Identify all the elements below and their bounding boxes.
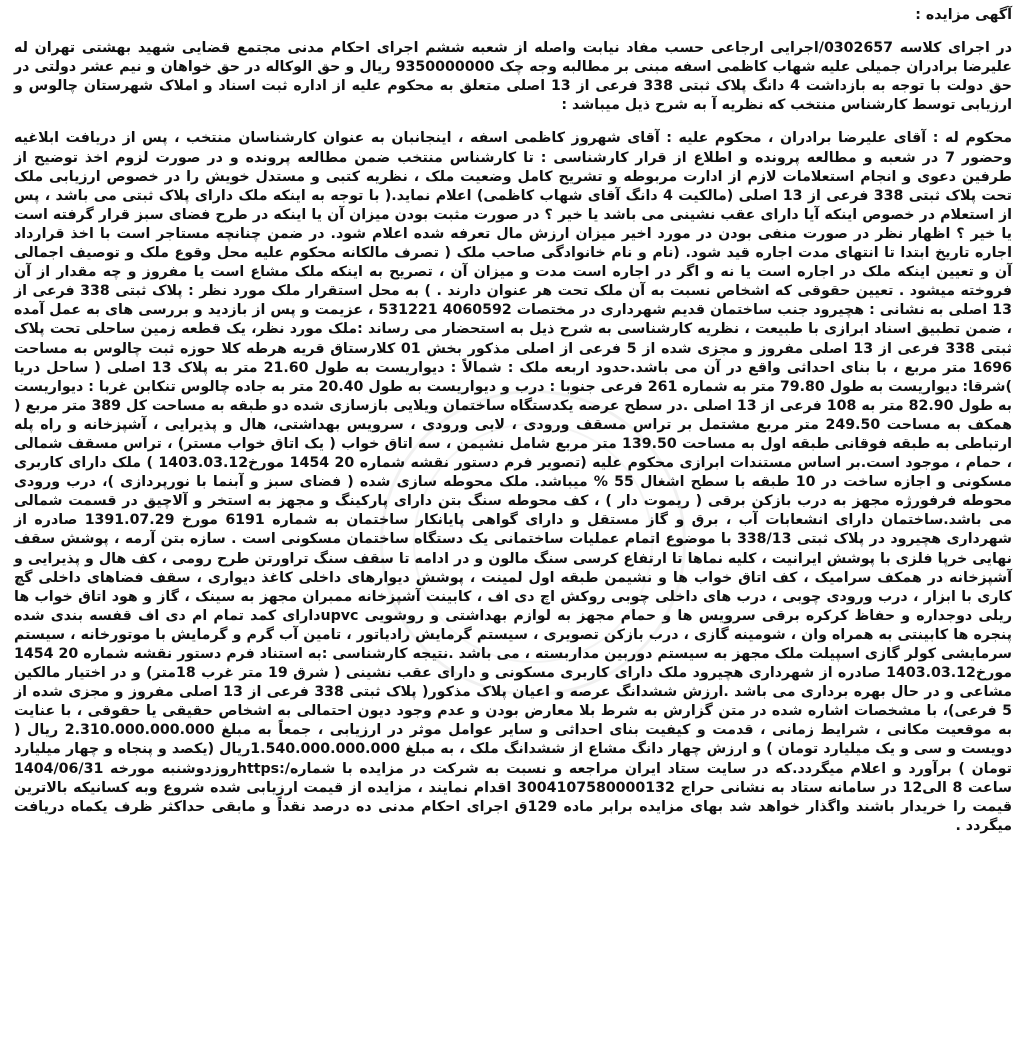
notice-intro-paragraph: در اجرای کلاسه 0302657/اجرایی ارجاعی حسب مفاد نیابت واصله از شعبه ششم اجرای احکام مدنی مجتمع قضایی شهید بهشتی تهران له علیرضا برادران جمیلی علیه شهاب کاظمی اسفه مبنی بر مطالبه وجه چک 9350000000 ریال و حق الوکاله در حق خواهان و نیم عشر دولتی در حق دولت با توجه به بازداشت 4 دانگ پلاک ثبتی 338 فرعی از 13 اصلی متعلق به محکوم علیه از اداره ثبت اسناد و املاک شهرستان چالوس و ارزیابی توسط کارشناس منتخب که نظریه آ به شرح ذیل میباشد : [14,40,1012,114]
notice-title: آگهی مزایده : [915,7,1012,23]
expert-report-paragraph: محکوم له : آقای علیرضا برادران ، محکوم علیه : آقای شهروز کاظمی اسفه ، اینجانبان به عنوان کارشناسان منتخب ، پس از دریافت ابلاغیه وحضور 7 در شعبه و مطالعه پرونده و اطلاع از قرار کارشناسی : تا کارشناس منتخب ضمن مطالعه پرونده و در صورت لزوم اخذ توضیح از طرفین دعوی و انجام استعلامات لازم از ادارت مربوطه و تشریح کامل وضعیت ملک ، نظریه کتبی و مستدل خویش را در خصوص ارزیابی ملک تحت پلاک ثبتی 338 فرعی از 13 اصلی (مالکیت 4 دانگ آقای شهاب کاظمی) اعلام نماید.( با توجه به اینکه ملک دارای پلاک ثبتی می باشد ، پس از استعلام در خصوص اینکه آیا دارای عقب نشینی می باشد یا خیر ؟ در صورت مثبت بودن میزان آن یا اینکه در طرح فضای سبز قرار گرفته است یا خیر ؟ اظهار نظر در صورت منفی بودن در مورد اخیر میزان ارزش مال تعرفه شده اعلام شود. در ضمن چنانچه مستاجر است با اخذ قرارداد اجاره تاریخ ابتدا تا انتهای مدت اجاره قید شود. (نام و نام خانوادگی صاحب ملک ( تصرف مالکانه محکوم علیه محل وقوع ملک و توصیف اجمالی آن و تعیین اینکه ملک در اجاره است یا نه و اگر در اجاره است مدت و میزان آن ، تصریح به اینکه ملک مشاع است یا مفروز و چه مقدار از آن فروخته میشود . تعیین حقوقی که اشخاص نسبت به آن ملک تحت هر عنوان دارند . ) به محل استقرار ملک مورد نظر : پلاک ثبتی 338 فرعی از 13 اصلی به نشانی : هچیرود جنب ساختمان قدیم شهرداری در مختصات 4060592 531221 ، عزیمت و پس از بازدید و بررسی های به عمل آمده ، ضمن تطبیق اسناد ابرازی با طبیعت ، نظریه کارشناسی به شرح ذیل به استحضار می رساند :ملک مورد نظر، یک قطعه زمین ساحلی تحت پلاک ثبتی 338 فرعی از 13 اصلی مفروز و مجزی شده از 5 فرعی از اصلی مذکور بخش 01 کلارستاق قریه هرطه کلا حوزه ثبت چالوس به مساحت 1696 متر مربع ، با بنای احداثی واقع در آن می باشد.حدود اربعه ملک : شمالاً : دیواریست به طول 21.60 متر به پلاک 13 اصلی ( ساحل دریا )شرقا: دیواریست به طول 79.80 متر به شماره 261 فرعی جنوبا : درب و دیواریست به طول 20.40 متر به جاده چالوس تنکابن غربا : دیواریست به طول 82.90 متر به 108 فرعی از 13 اصلی .در سطح عرصه یکدستگاه ساختمان ویلایی بازسازی شده دو طبقه به مساحت کل 389 متر مربع ( همکف به مساحت 249.50 متر مربع مشتمل بر تراس مسقف ورودی ، لابی ورودی ، سرویس بهداشتی، هال و پذیرایی ، آشپزخانه و راه پله ارتباطی به طبقه فوقانی طبقه اول به مساحت 139.50 متر مربع شامل نشیمن ، سه اتاق خواب ( یک اتاق خواب مستر) ، تراس مسقف شمالی ، حمام ، موجود است.بر اساس مستندات ابرازی محکوم علیه (تصویر فرم دستور نقشه شماره 20 1454 مورخ1403.03.12 ) ملک دارای کاربری مسکونی و اجازه ساخت در 10 طبقه با سطح اشغال 55 % میباشد. ملک محوطه سازی شده ( فضای سبز و آبنما با نورپردازی )، درب ورودی محوطه فرفورژه مجهز به درب بازکن برقی ( ریموت دار ) ، کف محوطه سنگ بتن دارای پارکینگ و مجهز به استخر و آلاچیق در قسمت شمالی می باشد.ساختمان دارای انشعابات آب ، برق و گاز مستقل و دارای گواهی پایانکار ساختمان به شماره 6191 مورخ 1391.07.29 صادره از شهرداری هچیرود در پلاک ثبتی 338/13 با موضوع اتمام عملیات ساختمانی یک دستگاه ساختمان مسکونی است . سازه بتن آرمه ، پوشش سقف نهایی خرپا فلزی با پوشش ایرانیت ، کلیه نماها تا ارتفاع کرسی سنگ مالون و در ادامه تا سقف سنگ تراورتن طرح رومی ، کف هال و پذیرایی و آشپزخانه در همکف سرامیک ، کف اتاق خواب ها و نشیمن طبقه اول لمینت ، پوشش دیوارهای داخلی کاغذ دیواری ، سقف فضاهای داخلی گچ کاری با ابزار ، درب ورودی چوبی ، درب های داخلی چوبی روکش اچ دی اف ، کابینت آشپزخانه ممبران مجهز به سینک ، گاز و هود اتاق خواب ها ریلی دوجداره و حفاظ کرکره برقی سرویس ها و حمام مجهز به لوازم بهداشتی و روشویی upvcدارای کمد تمام ام دی اف قفسه بندی شده پنجره ها کابینتی به همراه وان ، شومینه گازی ، درب بازکن تصویری ، سیستم گرمایش رادیاتور ، تامین آب گرم و گرمایش با موتورخانه ، سیستم سرمایشی کولر گازی اسپیلت ملک مجهز به سیستم دوربین مداربسته ، می باشد .نتیجه کارشناسی :به استناد فرم دستور نقشه شماره 20 1454 مورخ1403.03.12 صادره از شهرداری هچیرود ملک دارای کاربری مسکونی و دارای عقب نشینی ( شرق 19 متر غرب 18متر) و در اختیار مالکین مشاعی و در حال بهره برداری می باشد .ارزش ششدانگ عرصه و اعیان پلاک مذکور( پلاک ثبتی 338 فرعی از 13 اصلی مفروز و مجزی شده از 5 فرعی)، با مشخصات اشاره شده در متن گزارش به شرط بلا معارض بودن و عدم وجود دیون احتمالی به اشخاص حقیقی یا حقوقی ، با عنایت به موقعیت مکانی ، شرایط زمانی ، قدمت و کیفیت بنای احداثی و سایر عوامل موثر در ارزیابی ، جمعاً به مبلغ 2.310.000.000.000 ریال ( دویست و سی و یک میلیارد تومان ) و ارزش چهار دانگ مشاع از ششدانگ ملک ، به مبلغ 1.540.000.000.000ریال (یکصد و پنجاه و چهار میلیارد تومان ) برآورد و اعلام میگردد.که در سایت ستاد ایران مراجعه و نسبت به شرکت در مزایده با شماره/:httpsروزدوشنبه مورخه 1404/06/31 ساعت 8 الی12 در سامانه ستاد به نشانی حراج 3004107580000132 اقدام نمایند ، مزایده از قیمت ارزیابی شده شروع وبه کسانیکه بالاترین قیمت را خریدار باشند واگذار خواهد شد بهای مزایده برابر ماده 129ق اجرای احکام مدنی ده درصد نقداً و مابقی حداکثر ظرف یکماه دریافت میگردد . [14,130,1013,834]
auction-notice [14,6,1012,836]
